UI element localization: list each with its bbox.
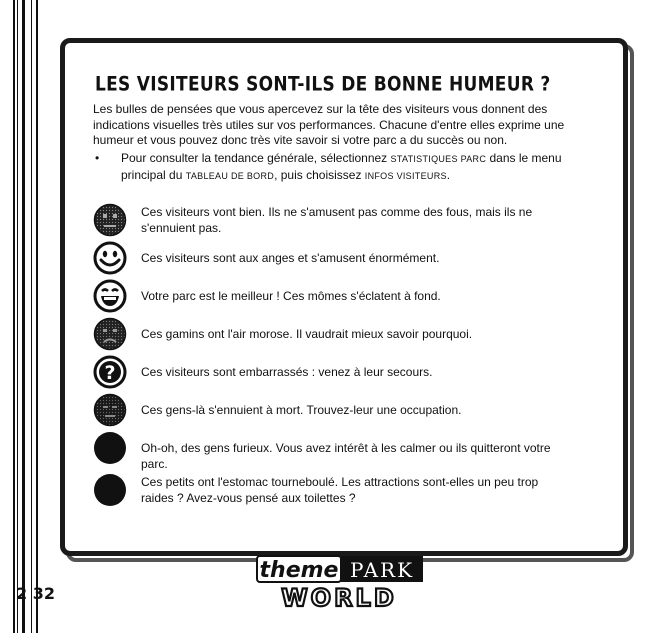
mood-text-1: Ces visiteurs vont bien. Ils ne s'amusent pas comme des fous, mais ils ne s'ennuient pas. <box>141 205 533 235</box>
binding-spine <box>0 0 40 633</box>
svg-text:theme: theme <box>259 558 339 583</box>
laughing-face-icon <box>93 279 127 313</box>
theme-park-world-logo <box>255 552 425 612</box>
mood-text-3: Votre parc est le meilleur ! Ces mômes s'éclatent à fond. <box>141 289 441 303</box>
mood-text-4: Ces gamins ont l'air morose. Il vaudrait mieux savoir pourquoi. <box>141 327 473 341</box>
intro-paragraph: Les bulles de pensées que vous apercevez sur la tête des visiteurs vous donnent des indications visuelles très utiles sur vos performances. Chacune d'entre elles exprime une humeur et vous pouvez donc très vite savoir si votre parc a du succès ou non. <box>93 102 565 147</box>
svg-text:?: ? <box>104 362 116 384</box>
bored-face-icon <box>93 203 127 237</box>
content-frame <box>60 38 628 556</box>
mood-item-5 <box>93 355 593 391</box>
svg-text:WORLD: WORLD <box>281 584 397 612</box>
smiley-face-icon <box>93 241 127 275</box>
mood-item-2 <box>93 241 593 277</box>
bullet-symbol: • <box>95 151 100 165</box>
mood-list <box>65 43 623 551</box>
mood-text-6: Ces gens-là s'ennuient à mort. Trouvez-leur une occupation. <box>141 403 462 417</box>
page-title: LES VISITEURS SONT-ILS DE BONNE HUMEUR ? <box>95 73 551 96</box>
mood-text-5: Ces visiteurs sont embarrassés : venez à leur secours. <box>141 365 433 379</box>
mood-text-2: Ces visiteurs sont aux anges et s'amusent énormément. <box>141 251 440 265</box>
menu-ref-statistiques: STATISTIQUES PARC <box>390 154 487 164</box>
svg-text:PARK: PARK <box>349 558 415 582</box>
mood-item-4 <box>93 317 593 353</box>
menu-ref-infos: INFOS VISITEURS <box>364 170 447 181</box>
menu-ref-tableau: TABLEAU DE BORD <box>185 170 275 181</box>
very-bored-face-icon <box>93 393 127 427</box>
mood-item-7 <box>93 431 593 471</box>
sullen-face-icon <box>93 317 127 351</box>
page-number: 2 32 <box>16 584 55 603</box>
mood-text-7: Oh-oh, des gens furieux. Vous avez intérêt à les calmer ou ils quitteront votre parc. <box>141 441 551 471</box>
mood-item-6 <box>93 393 593 429</box>
mood-item-3 <box>93 279 593 315</box>
mood-item-8 <box>93 473 593 509</box>
bullet-text: Pour consulter la tendance générale, sélectionnez STATISTIQUES PARC dans le menu principal du TABLEAU DE BORD, puis choisissez INFOS VISITEURS. <box>121 151 562 182</box>
question-mark-icon <box>93 355 127 389</box>
angry-face-icon <box>93 431 127 465</box>
mood-item-1 <box>93 203 593 239</box>
sick-face-icon <box>93 473 127 507</box>
mood-text-8: Ces petits ont l'estomac tourneboulé. Les attractions sont-elles un peu trop raides ? Avez-vous pensé aux toilettes ? <box>141 475 539 505</box>
